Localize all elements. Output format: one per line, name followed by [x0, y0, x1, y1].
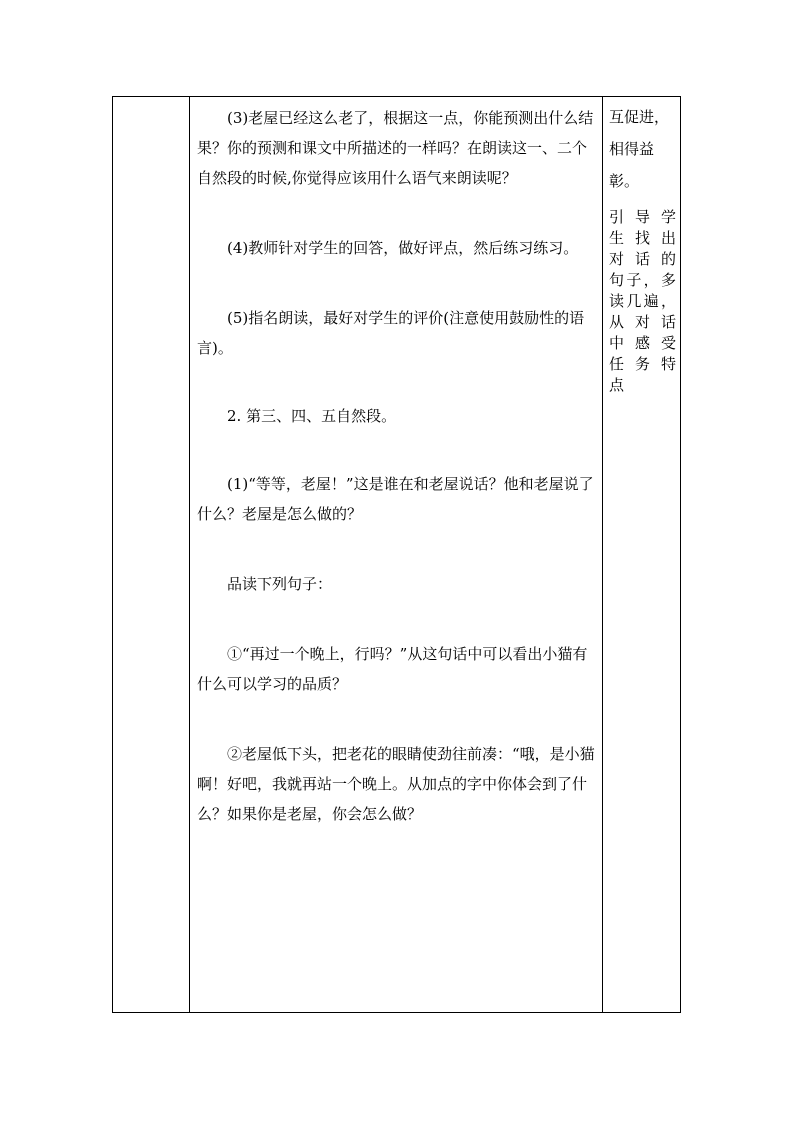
paragraph-sentence-2: ②老屋低下头，把老花的眼睛使劲往前凑：“哦，是小猫啊！好吧，我就再站一个晚上。从加点的字中你体会到了什么？如果你是老屋，你会怎么做？: [197, 745, 595, 823]
note-line: 读几遍，: [609, 292, 676, 310]
lesson-plan-table: [112, 96, 681, 1013]
note-line: 生找出: [609, 229, 676, 247]
paragraph-step-3: (3)老屋已经这么老了，根据这一点，你能预测出什么结果？你的预测和课文中所描述的一样吗？在朗读这一、二个自然段的时候,你觉得应该用什么语气来朗读呢？: [197, 109, 594, 187]
note-line: 对话的: [609, 250, 676, 268]
note-line: 引导学: [609, 208, 676, 226]
content-column-cell: [190, 97, 603, 1013]
note-line: 从对话: [609, 313, 676, 331]
note-line: 任务特: [609, 355, 676, 373]
paragraph-step-5: (5)指名朗读，最好对学生的评价(注意使用鼓励性的语言)。: [197, 309, 585, 357]
note-line: 句子，多: [609, 271, 676, 289]
left-column-cell: [113, 97, 190, 1013]
table-row: [113, 97, 681, 1013]
note-line: 中感受: [609, 334, 676, 352]
note-line: 点: [609, 376, 625, 394]
paragraph-sentence-1: ①“再过一个晚上，行吗？”从这句话中可以看出小猫有什么可以学习的品质？: [197, 645, 588, 693]
paragraph-step-4: (4)教师针对学生的回答，做好评点，然后练习练习。: [227, 239, 579, 257]
paragraph-read-sentences: 品读下列句子：: [227, 575, 333, 593]
note-guide-students: [609, 207, 676, 396]
notes-column-cell: [603, 97, 681, 1013]
note-mutual-promotion: 互促进，相得益彰。: [609, 108, 670, 190]
paragraph-question-1: (1)“等等，老屋！”这是谁在和老屋说话？他和老屋说了什么？老屋是怎么做的？: [197, 475, 594, 523]
section-heading-paragraphs-3-5: 2. 第三、四、五自然段。: [227, 407, 397, 425]
